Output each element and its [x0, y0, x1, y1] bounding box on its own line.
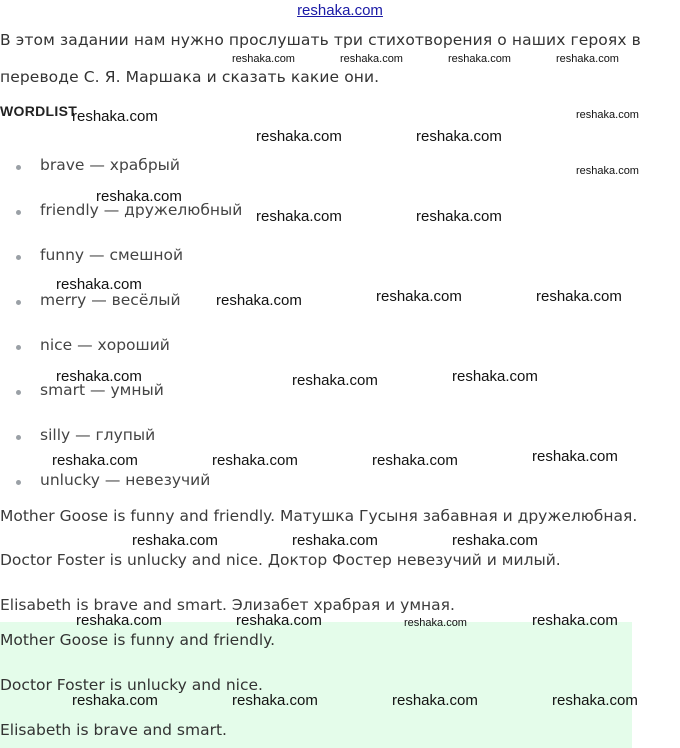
watermark: reshaka.com — [556, 53, 619, 65]
answer-2: Doctor Foster is unlucky and nice. — [0, 676, 263, 694]
watermark: reshaka.com — [448, 53, 511, 65]
watermark: reshaka.com — [256, 128, 342, 145]
bullet-icon — [16, 165, 21, 170]
word-item: silly — глупый — [40, 426, 156, 444]
bullet-icon — [16, 300, 21, 305]
watermark: reshaka.com — [376, 288, 462, 305]
word-item: unlucky — невезучий — [40, 471, 211, 489]
bullet-icon — [16, 255, 21, 260]
watermark: reshaka.com — [232, 53, 295, 65]
watermark: reshaka.com — [72, 108, 158, 125]
word-item: funny — смешной — [40, 246, 184, 264]
watermark: reshaka.com — [256, 208, 342, 225]
watermark: reshaka.com — [372, 452, 458, 469]
watermark: reshaka.com — [416, 128, 502, 145]
watermark: reshaka.com — [292, 532, 378, 549]
watermark: reshaka.com — [232, 692, 318, 709]
word-item: brave — храбрый — [40, 156, 180, 174]
word-item: friendly — дружелюбный — [40, 201, 243, 219]
watermark: reshaka.com — [132, 532, 218, 549]
intro-line-1: В этом задании нам нужно прослушать три стихотворения о наших героях в — [0, 31, 641, 49]
watermark: reshaka.com — [72, 692, 158, 709]
intro-line-2: переводе С. Я. Маршака и сказать какие они. — [0, 68, 380, 86]
answer-3: Elisabeth is brave and smart. — [0, 721, 227, 739]
bullet-icon — [16, 210, 21, 215]
watermark: reshaka.com — [392, 692, 478, 709]
wordlist-heading: WORDLIST — [0, 103, 78, 119]
bullet-icon — [16, 435, 21, 440]
word-item: merry — весёлый — [40, 291, 181, 309]
watermark: reshaka.com — [552, 692, 638, 709]
watermark: reshaka.com — [404, 617, 467, 629]
watermark: reshaka.com — [532, 612, 618, 629]
watermark: reshaka.com — [576, 165, 639, 177]
bullet-icon — [16, 390, 21, 395]
watermark: reshaka.com — [96, 188, 182, 205]
watermark: reshaka.com — [76, 612, 162, 629]
watermark: reshaka.com — [536, 288, 622, 305]
watermark: reshaka.com — [292, 372, 378, 389]
bullet-icon — [16, 345, 21, 350]
watermark: reshaka.com — [340, 53, 403, 65]
watermark: reshaka.com — [576, 109, 639, 121]
watermark: reshaka.com — [56, 276, 142, 293]
watermark: reshaka.com — [532, 448, 618, 465]
watermark: reshaka.com — [452, 532, 538, 549]
sentence-3: Elisabeth is brave and smart. Элизабет храбрая и умная. — [0, 596, 455, 614]
watermark: reshaka.com — [52, 452, 138, 469]
answer-1: Mother Goose is funny and friendly. — [0, 631, 276, 649]
watermark: reshaka.com — [416, 208, 502, 225]
word-item: nice — хороший — [40, 336, 170, 354]
bullet-icon — [16, 480, 21, 485]
watermark: reshaka.com — [452, 368, 538, 385]
site-link[interactable]: reshaka.com — [297, 2, 383, 19]
word-item: smart — умный — [40, 381, 164, 399]
watermark: reshaka.com — [216, 292, 302, 309]
watermark: reshaka.com — [212, 452, 298, 469]
sentence-2: Doctor Foster is unlucky and nice. Доктор Фостер невезучий и милый. — [0, 551, 561, 569]
watermark: reshaka.com — [236, 612, 322, 629]
sentence-1: Mother Goose is funny and friendly. Матушка Гусыня забавная и дружелюбная. — [0, 507, 638, 525]
watermark: reshaka.com — [56, 368, 142, 385]
